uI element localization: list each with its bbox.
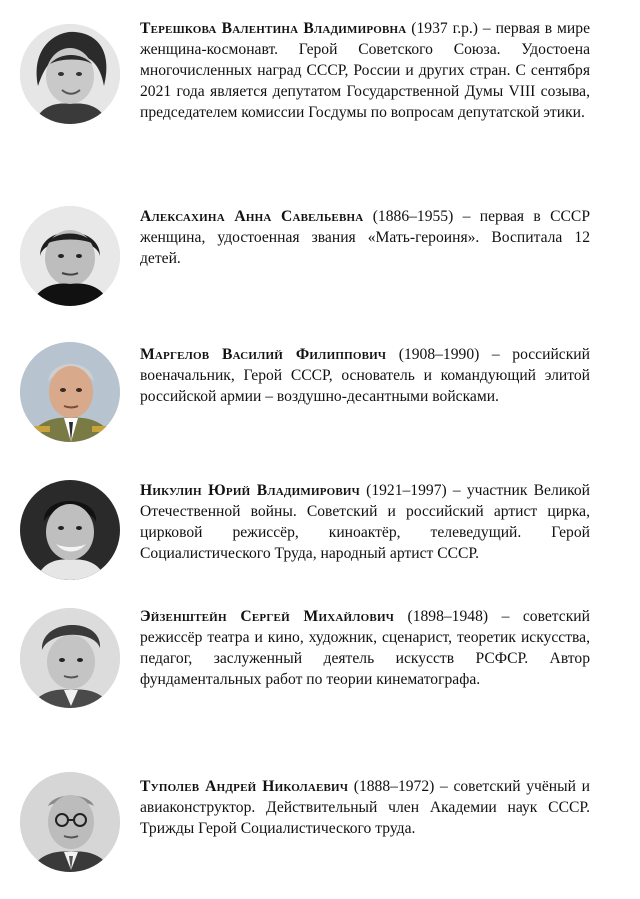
person-bio	[140, 18, 590, 123]
person-bio	[140, 606, 590, 690]
person-name: Эйзенштейн Сергей Михайлович	[140, 608, 394, 625]
portrait-photo	[20, 480, 120, 580]
person-description: (1886–1955) – первая в СССР женщина, удостоенная звания «Мать-героиня». Воспитала 12 детей.	[140, 208, 590, 267]
person-name: Никулин Юрий Владимирович	[140, 482, 360, 499]
portrait-eisenstein-icon	[20, 608, 120, 708]
portrait-aleksakhina-icon	[20, 206, 120, 306]
person-bio	[140, 776, 590, 839]
person-name: Алексахина Анна Савельевна	[140, 208, 364, 225]
portrait-tereshkova-icon	[20, 24, 120, 124]
person-description: (1937 г.р.) – первая в мире женщина-космонавт. Герой Советского Союза. Удостоена многочисленных наград СССР, России и других стран. С сентября 2021 года является депутатом Государственной Думы VIII созыва, председателем комиссии Госдумы по вопросам депутатской этики.	[140, 20, 590, 121]
person-bio	[140, 344, 590, 407]
portrait-photo	[20, 24, 120, 124]
portrait-photo	[20, 608, 120, 708]
portrait-photo	[20, 772, 120, 872]
person-bio	[140, 480, 590, 564]
portrait-margelov-icon	[20, 342, 120, 442]
person-description: (1888–1972) – советский учёный и авиаконструктор. Действительный член Академии наук СССР. Трижды Герой Социалистического труда.	[140, 778, 590, 837]
person-name: Терешкова Валентина Владимировна	[140, 20, 407, 37]
person-name: Туполев Андрей Николаевич	[140, 778, 349, 795]
person-description: (1898–1948) – советский режиссёр театра и кино, художник, сценарист, теоретик искусства, педагог, заслуженный деятель искусств РСФСР. Автор фундаментальных работ по теории кинематографа.	[140, 608, 590, 688]
portrait-photo	[20, 342, 120, 442]
person-description: (1921–1997) – участник Великой Отечественной войны. Советский и российский артист цирка, цирковой режиссёр, киноактёр, телеведущий. Герой Социалистического Труда, народный артист СССР.	[140, 482, 591, 562]
portrait-photo	[20, 206, 120, 306]
portrait-tupolev-icon	[20, 772, 120, 872]
portrait-nikulin-icon	[20, 480, 120, 580]
person-bio	[140, 206, 590, 269]
person-name: Маргелов Василий Филиппович	[140, 346, 387, 363]
person-description: (1908–1990) – российский военачальник, Герой СССР, основатель и командующий элитой российской армии – воздушно-десантными войсками.	[140, 346, 590, 405]
